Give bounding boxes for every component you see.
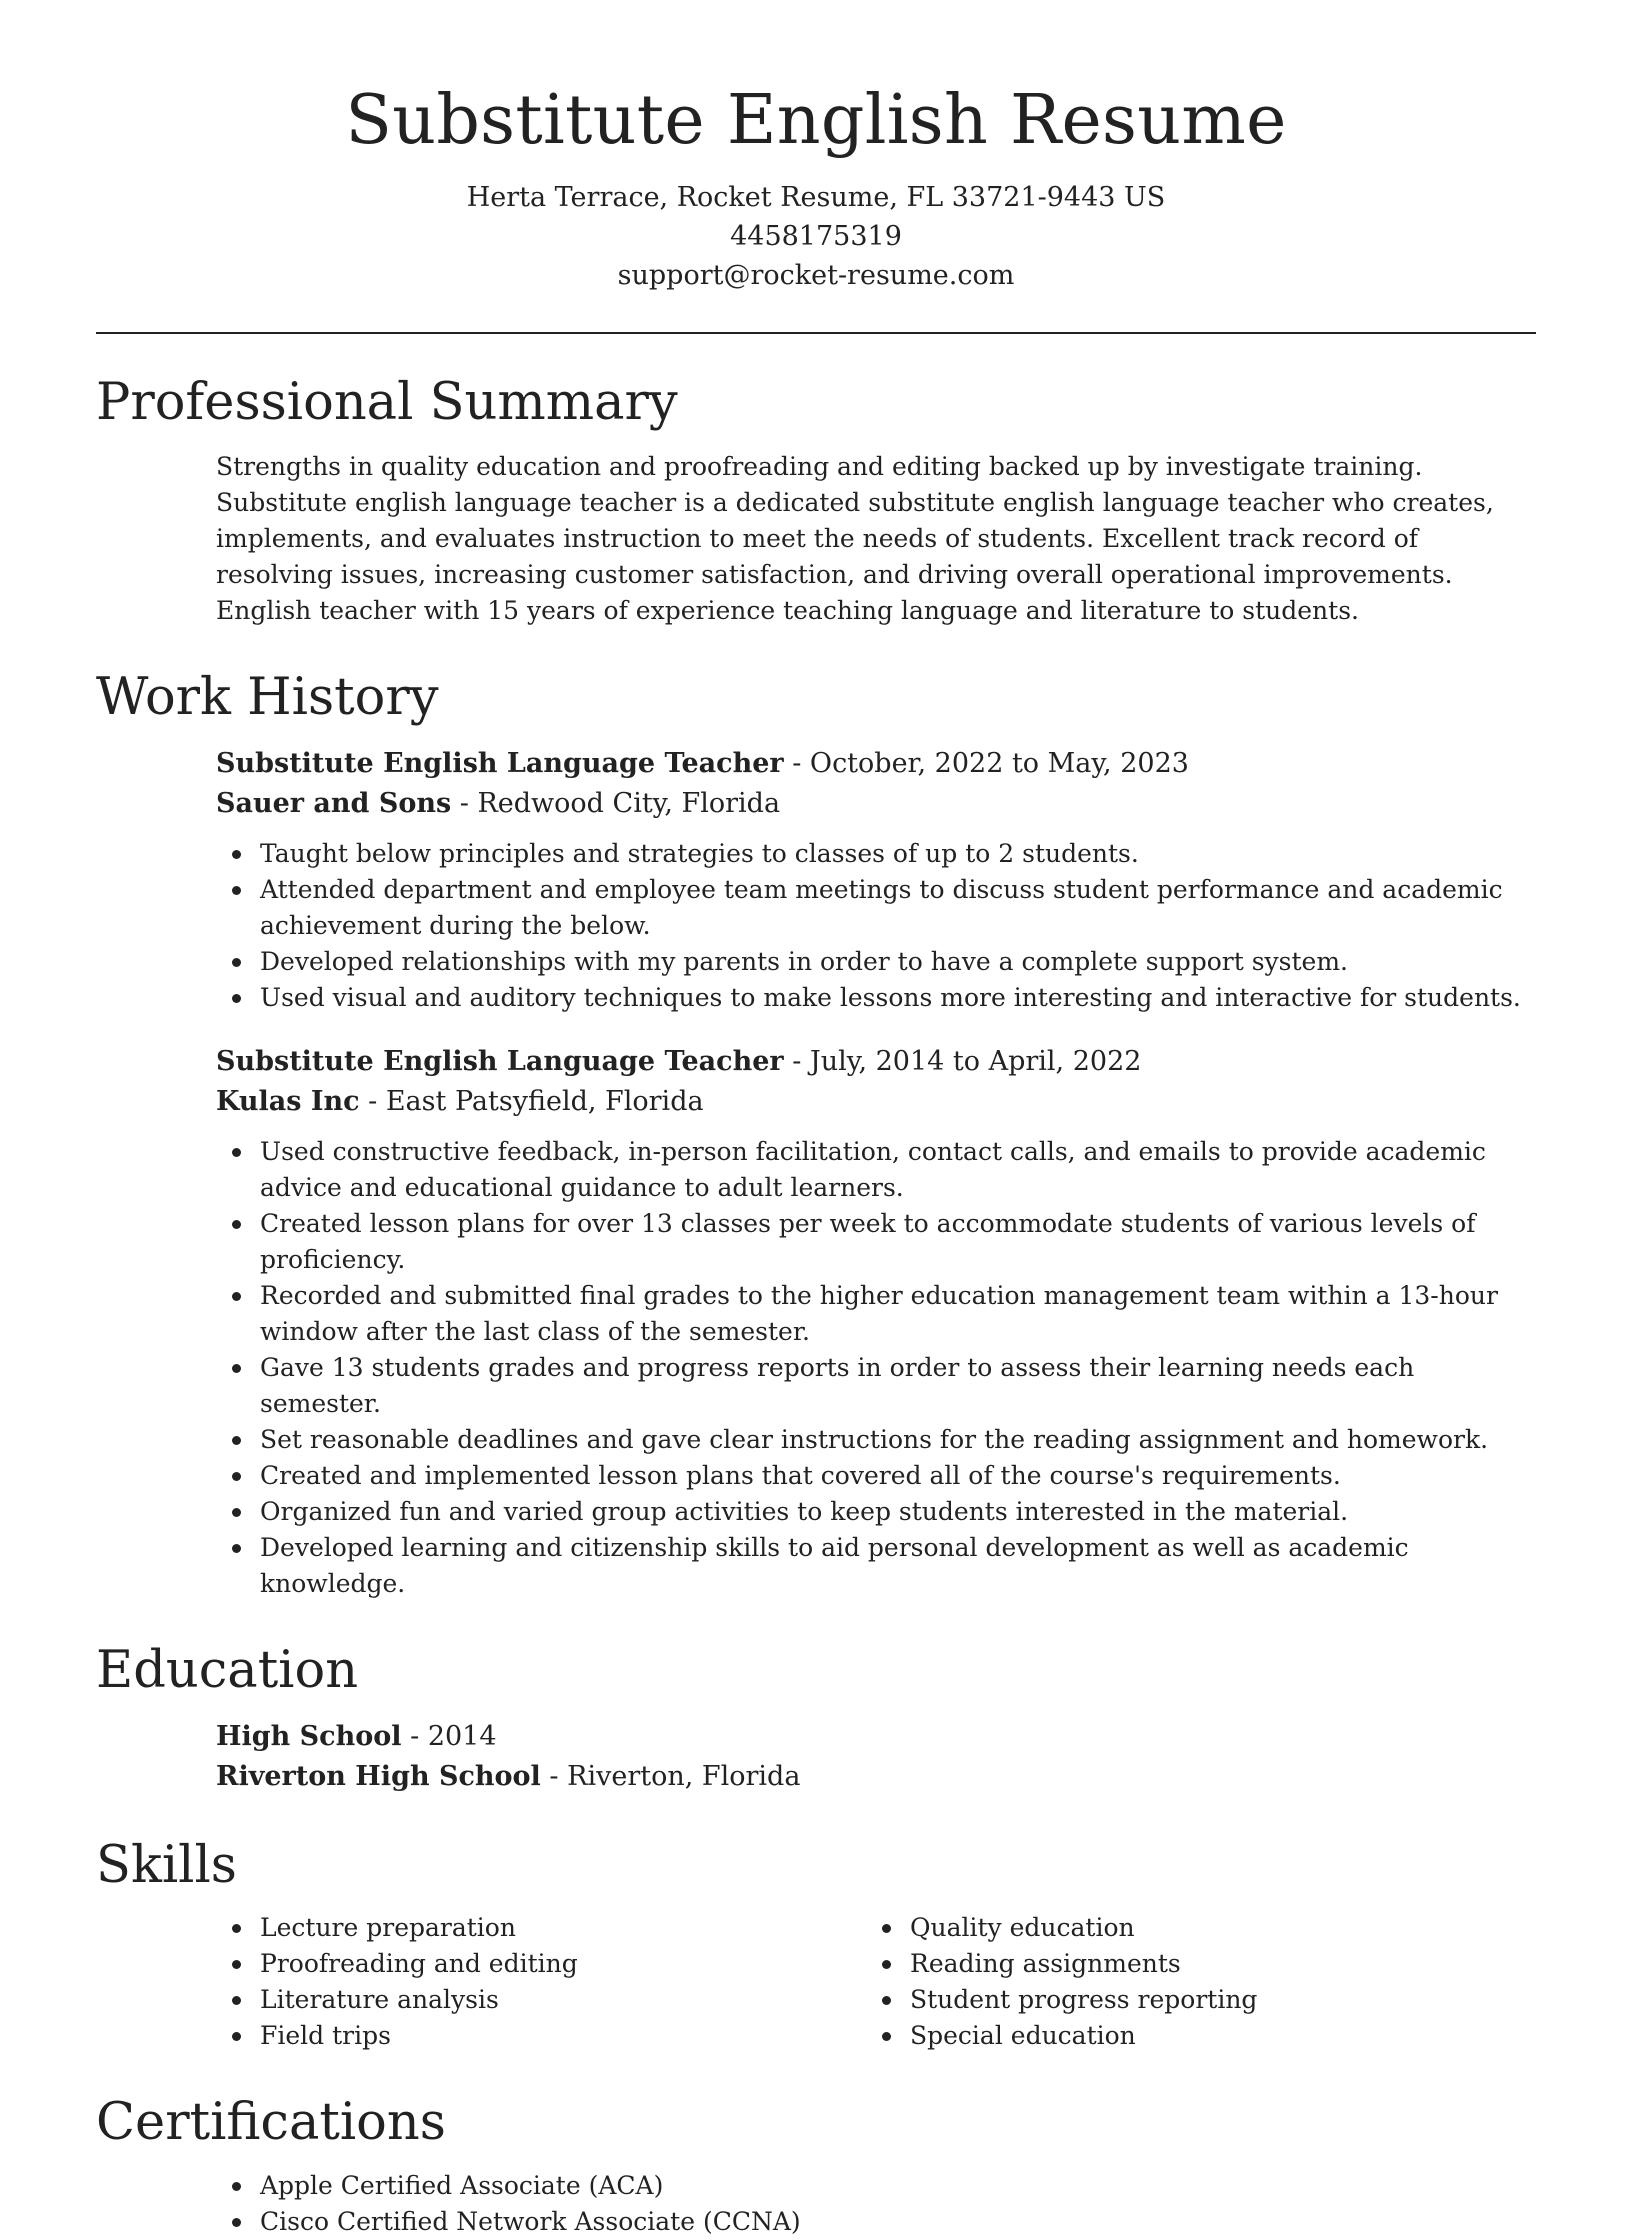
skills-column-left xyxy=(216,1910,866,2054)
resume-title: Substitute English Resume xyxy=(345,81,1287,160)
list-item: Quality education xyxy=(866,1910,1516,1946)
list-item: Used visual and auditory techniques to make lessons more interesting and interactive for students. xyxy=(216,980,1536,1016)
resume-header xyxy=(96,80,1536,295)
list-item: Special education xyxy=(866,2018,1516,2054)
list-item: Created and implemented lesson plans that covered all of the course's requirements. xyxy=(216,1458,1536,1494)
list-item: Created lesson plans for over 13 classes per week to accommodate students of various levels of proficiency. xyxy=(216,1206,1536,1278)
summary-heading: Professional Summary xyxy=(96,372,678,432)
education-heading: Education xyxy=(96,1640,359,1700)
job-title-line xyxy=(216,744,1536,784)
certifications-list xyxy=(216,2168,1536,2240)
job-entry xyxy=(216,1042,1536,1602)
job-company-line xyxy=(216,784,1536,824)
job-title: Substitute English Language Teacher xyxy=(216,1045,784,1077)
education-entry xyxy=(216,1717,1536,1797)
contact-phone: 4458175319 xyxy=(730,220,902,252)
education-school: Riverton High School xyxy=(216,1761,541,1793)
job-location: - Redwood City, Florida xyxy=(451,787,781,819)
contact-email: support@rocket-resume.com xyxy=(617,259,1015,291)
list-item: Cisco Certified Network Associate (CCNA) xyxy=(216,2204,1536,2240)
list-item: Student progress reporting xyxy=(866,1982,1516,2018)
list-item: Used constructive feedback, in-person facilitation, contact calls, and emails to provide academic advice and educational guidance to adult learners. xyxy=(216,1134,1536,1206)
list-item: Gave 13 students grades and progress reports in order to assess their learning needs each semester. xyxy=(216,1350,1536,1422)
contact-address: Herta Terrace, Rocket Resume, FL 33721-9443 US xyxy=(466,181,1166,213)
list-item: Lecture preparation xyxy=(216,1910,866,1946)
job-bullets xyxy=(216,1134,1536,1602)
skills-list-right xyxy=(866,1910,1516,2054)
list-item: Literature analysis xyxy=(216,1982,866,2018)
job-location: - East Patsyfield, Florida xyxy=(359,1085,704,1117)
skills-list-left xyxy=(216,1910,866,2054)
job-company: Kulas Inc xyxy=(216,1085,360,1117)
list-item: Set reasonable deadlines and gave clear instructions for the reading assignment and homework. xyxy=(216,1422,1536,1458)
list-item: Organized fun and varied group activities to keep students interested in the material. xyxy=(216,1494,1536,1530)
certifications-heading: Certifications xyxy=(96,2093,446,2153)
job-title-line xyxy=(216,1042,1536,1082)
list-item: Apple Certified Associate (ACA) xyxy=(216,2168,1536,2204)
list-item: Developed learning and citizenship skills to aid personal development as well as academic knowledge. xyxy=(216,1530,1536,1602)
list-item: Developed relationships with my parents in order to have a complete support system. xyxy=(216,944,1536,980)
skills-grid xyxy=(216,1910,1536,2054)
summary-text: Strengths in quality education and proofreading and editing backed up by investigate training. Substitute english language teacher is a dedicated substitute english language teacher who creates, implements, and evaluates instruction to meet the needs of students. Excellent track record of resolving issues, increasing customer satisfaction, and driving overall operational improvements. English teacher with 15 years of experience teaching language and literature to students. xyxy=(216,451,1494,625)
job-company-line xyxy=(216,1082,1536,1122)
job-dates: - October, 2022 to May, 2023 xyxy=(783,747,1189,779)
header-divider xyxy=(96,332,1536,334)
education-degree-line xyxy=(216,1717,1536,1757)
work-history-heading: Work History xyxy=(96,667,439,727)
job-company: Sauer and Sons xyxy=(216,787,452,819)
job-title: Substitute English Language Teacher xyxy=(216,747,784,779)
job-dates: - July, 2014 to April, 2022 xyxy=(783,1045,1142,1077)
list-item: Reading assignments xyxy=(866,1946,1516,1982)
education-year: - 2014 xyxy=(401,1721,497,1753)
job-entry xyxy=(216,744,1536,1016)
education-location: - Riverton, Florida xyxy=(540,1761,801,1793)
education-degree: High School xyxy=(216,1721,402,1753)
education-school-line xyxy=(216,1757,1536,1797)
resume-page xyxy=(96,80,1536,2240)
list-item: Proofreading and editing xyxy=(216,1946,866,1982)
list-item: Field trips xyxy=(216,2018,866,2054)
job-bullets xyxy=(216,836,1536,1016)
list-item: Taught below principles and strategies to classes of up to 2 students. xyxy=(216,836,1536,872)
skills-column-right xyxy=(866,1910,1516,2054)
list-item: Recorded and submitted final grades to the higher education management team within a 13-hour window after the last class of the semester. xyxy=(216,1278,1536,1350)
list-item: Attended department and employee team meetings to discuss student performance and academic achievement during the below. xyxy=(216,872,1536,944)
skills-heading: Skills xyxy=(96,1836,237,1896)
contact-block xyxy=(96,178,1536,295)
